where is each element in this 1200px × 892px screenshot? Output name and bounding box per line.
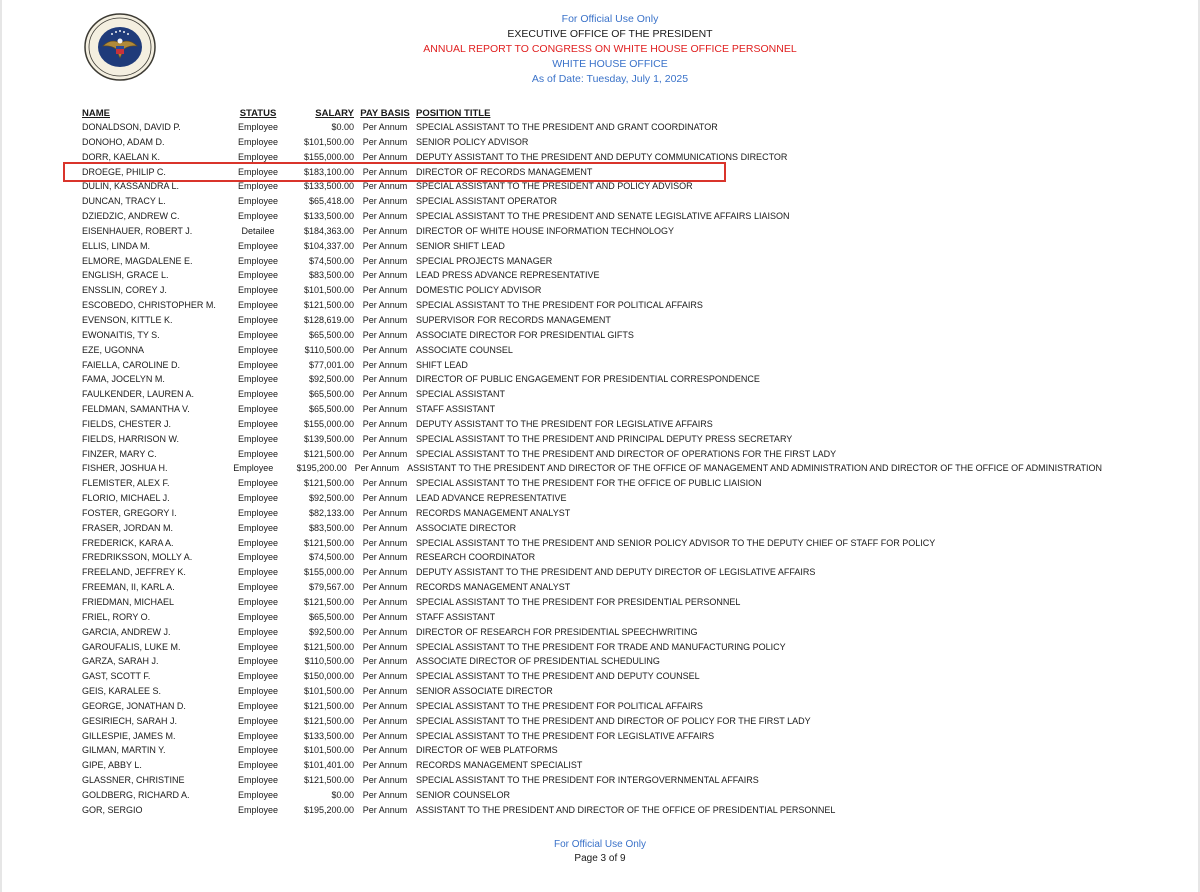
cell-position-title: SPECIAL ASSISTANT TO THE PRESIDENT AND SENIOR POLICY ADVISOR TO THE DEPUTY CHIEF OF STAFF FOR POLICY <box>416 537 936 548</box>
cell-pay-basis: Per Annum <box>362 374 408 385</box>
cell-position-title: SENIOR SHIFT LEAD <box>416 240 505 251</box>
cell-status: Employee <box>237 478 279 489</box>
cell-name: EZE, UGONNA <box>82 344 145 355</box>
cell-status: Employee <box>237 567 279 578</box>
cell-position-title: SPECIAL ASSISTANT TO THE PRESIDENT FOR POLITICAL AFFAIRS <box>416 700 703 711</box>
cell-position-title: SENIOR COUNSELOR <box>416 789 511 800</box>
cell-position-title: DIRECTOR OF PUBLIC ENGAGEMENT FOR PRESIDENTIAL CORRESPONDENCE <box>416 374 760 385</box>
cell-status: Employee <box>237 300 279 311</box>
column-header-name: NAME <box>82 108 110 119</box>
cell-status: Employee <box>237 656 279 667</box>
cell-salary: $121,500.00 <box>303 641 354 652</box>
table-row <box>82 758 1102 773</box>
cell-name: GARCIA, ANDREW J. <box>82 626 171 637</box>
cell-pay-basis: Per Annum <box>362 270 408 281</box>
cell-status: Employee <box>237 537 279 548</box>
cell-salary: $155,000.00 <box>303 418 354 429</box>
cell-status: Employee <box>237 122 279 132</box>
cell-position-title: ASSOCIATE COUNSEL <box>416 344 513 355</box>
cell-salary: $82,133.00 <box>308 507 354 518</box>
cell-name: ENSSLIN, COREY J. <box>82 285 167 296</box>
cell-name: GOR, SERGIO <box>82 804 143 815</box>
cell-status: Employee <box>237 507 279 518</box>
cell-position-title: LEAD ADVANCE REPRESENTATIVE <box>416 493 567 504</box>
cell-position-title: SPECIAL ASSISTANT TO THE PRESIDENT FOR POLITICAL AFFAIRS <box>416 300 703 311</box>
cell-salary: $83,500.00 <box>308 522 354 533</box>
cell-status: Employee <box>237 344 279 355</box>
header-classification: For Official Use Only <box>561 13 659 25</box>
table-row <box>82 254 1102 269</box>
cell-salary: $121,500.00 <box>303 478 354 489</box>
cell-name: GEORGE, JONATHAN D. <box>82 700 186 711</box>
cell-status: Employee <box>237 418 279 429</box>
cell-position-title: RECORDS MANAGEMENT ANALYST <box>416 582 571 593</box>
cell-name: GAST, SCOTT F. <box>82 671 151 682</box>
cell-name: GAROUFALIS, LUKE M. <box>82 641 181 652</box>
cell-position-title: SUPERVISOR FOR RECORDS MANAGEMENT <box>416 314 611 325</box>
cell-position-title: SPECIAL ASSISTANT TO THE PRESIDENT FOR LEGISLATIVE AFFAIRS <box>416 730 715 741</box>
cell-status: Employee <box>237 804 279 815</box>
cell-name: ELMORE, MAGDALENE E. <box>82 255 193 266</box>
page-footer <box>450 838 750 866</box>
cell-name: FRIEDMAN, MICHAEL <box>82 597 175 607</box>
cell-pay-basis: Per Annum <box>362 611 408 622</box>
cell-name: FINZER, MARY C. <box>82 448 157 459</box>
table-row <box>82 803 1102 818</box>
cell-pay-basis: Per Annum <box>362 300 408 311</box>
cell-status: Employee <box>237 789 279 800</box>
table-row <box>82 714 1102 729</box>
cell-name: FAULKENDER, LAUREN A. <box>82 389 195 400</box>
cell-position-title: SPECIAL ASSISTANT TO THE PRESIDENT FOR INTERGOVERNMENTAL AFFAIRS <box>416 775 759 786</box>
cell-salary: $110,500.00 <box>304 656 354 667</box>
cell-pay-basis: Per Annum <box>362 359 408 370</box>
cell-pay-basis: Per Annum <box>362 715 408 726</box>
table-row <box>82 358 1102 373</box>
cell-salary: $133,500.00 <box>303 730 354 741</box>
table-header-row <box>82 107 1102 120</box>
cell-salary: $121,500.00 <box>303 597 354 607</box>
cell-salary: $183,100.00 <box>303 166 354 177</box>
table-row <box>82 521 1102 536</box>
cell-salary: $77,001.00 <box>308 359 354 370</box>
cell-name: GLASSNER, CHRISTINE <box>82 775 185 786</box>
cell-pay-basis: Per Annum <box>362 493 408 504</box>
cell-pay-basis: Per Annum <box>362 597 408 607</box>
cell-status: Employee <box>237 240 279 251</box>
footer-classification: For Official Use Only <box>553 839 647 850</box>
table-row <box>82 640 1102 655</box>
table-row <box>82 194 1102 209</box>
cell-status: Employee <box>237 745 279 756</box>
table-row <box>82 179 1102 194</box>
cell-position-title: DIRECTOR OF WHITE HOUSE INFORMATION TECHNOLOGY <box>416 225 675 236</box>
cell-salary: $121,500.00 <box>303 300 354 311</box>
cell-pay-basis: Per Annum <box>362 626 408 637</box>
cell-salary: $101,500.00 <box>303 745 354 756</box>
cell-name: FIELDS, CHESTER J. <box>82 418 172 429</box>
table-row <box>82 268 1102 283</box>
cell-position-title: RESEARCH COORDINATOR <box>416 552 536 563</box>
cell-name: DZIEDZIC, ANDREW C. <box>82 211 180 222</box>
cell-name: GILLESPIE, JAMES M. <box>82 730 176 741</box>
cell-status: Employee <box>237 671 279 682</box>
cell-status: Employee <box>237 730 279 741</box>
cell-position-title: DEPUTY ASSISTANT TO THE PRESIDENT FOR LEGISLATIVE AFFAIRS <box>416 418 713 429</box>
cell-pay-basis: Per Annum <box>362 314 408 325</box>
cell-pay-basis: Per Annum <box>362 700 408 711</box>
cell-status: Employee <box>237 270 279 281</box>
cell-status: Employee <box>237 626 279 637</box>
cell-salary: $65,500.00 <box>308 404 354 415</box>
column-header-position-title: POSITION TITLE <box>416 108 491 119</box>
cell-name: ENGLISH, GRACE L. <box>82 270 169 281</box>
table-row <box>82 565 1102 580</box>
cell-status: Employee <box>237 611 279 622</box>
cell-position-title: DIRECTOR OF RECORDS MANAGEMENT <box>416 166 593 177</box>
cell-salary: $155,000.00 <box>303 567 354 578</box>
table-row <box>82 417 1102 432</box>
cell-position-title: STAFF ASSISTANT <box>416 404 496 415</box>
personnel-table <box>82 107 1102 818</box>
header-agency: EXECUTIVE OFFICE OF THE PRESIDENT <box>507 28 713 40</box>
cell-name: GESIRIECH, SARAH J. <box>82 715 178 726</box>
cell-name: GEIS, KARALEE S. <box>82 686 162 697</box>
table-row <box>82 239 1102 254</box>
table-row <box>82 372 1102 387</box>
cell-name: FAIELLA, CAROLINE D. <box>82 359 181 370</box>
header-report-title: ANNUAL REPORT TO CONGRESS ON WHITE HOUSE OFFICE PERSONNEL <box>423 43 797 55</box>
cell-pay-basis: Per Annum <box>362 418 408 429</box>
cell-pay-basis: Per Annum <box>362 389 408 400</box>
cell-position-title: SPECIAL ASSISTANT TO THE PRESIDENT FOR PRESIDENTIAL PERSONNEL <box>416 597 741 607</box>
column-header-status: STATUS <box>239 108 277 119</box>
table-row <box>82 476 1102 491</box>
cell-name: DROEGE, PHILIP C. <box>82 166 166 177</box>
cell-pay-basis: Per Annum <box>362 166 408 177</box>
cell-name: FREELAND, JEFFREY K. <box>82 567 186 578</box>
cell-name: FREEMAN, II, KARL A. <box>82 582 175 593</box>
cell-pay-basis: Per Annum <box>362 745 408 756</box>
table-row <box>82 224 1102 239</box>
table-row <box>82 625 1102 640</box>
cell-status: Employee <box>237 285 279 296</box>
cell-salary: $101,500.00 <box>303 136 354 147</box>
cell-name: DONOHO, ADAM D. <box>82 136 165 147</box>
cell-status: Employee <box>237 597 279 607</box>
cell-name: FREDERICK, KARA A. <box>82 537 174 548</box>
cell-name: FOSTER, GREGORY I. <box>82 507 177 518</box>
cell-position-title: SPECIAL ASSISTANT OPERATOR <box>416 196 558 207</box>
cell-name: FLORIO, MICHAEL J. <box>82 493 170 504</box>
cell-position-title: SHIFT LEAD <box>416 359 468 370</box>
cell-status: Employee <box>237 404 279 415</box>
cell-salary: $101,500.00 <box>303 686 354 697</box>
cell-name: GOLDBERG, RICHARD A. <box>82 789 190 800</box>
cell-status: Employee <box>237 359 279 370</box>
cell-name: EVENSON, KITTLE K. <box>82 314 173 325</box>
cell-name: FELDMAN, SAMANTHA V. <box>82 404 190 415</box>
cell-pay-basis: Per Annum <box>362 567 408 578</box>
header-as-of-date: As of Date: Tuesday, July 1, 2025 <box>531 73 689 85</box>
cell-salary: $110,500.00 <box>304 344 354 355</box>
table-row <box>82 328 1102 343</box>
cell-position-title: DIRECTOR OF WEB PLATFORMS <box>416 745 558 756</box>
table-row <box>82 461 1102 476</box>
cell-status: Employee <box>237 522 279 533</box>
cell-pay-basis: Per Annum <box>362 225 408 236</box>
cell-name: FRIEL, RORY O. <box>82 611 151 622</box>
cell-salary: $65,500.00 <box>308 611 354 622</box>
cell-position-title: ASSOCIATE DIRECTOR FOR PRESIDENTIAL GIFTS <box>416 329 634 340</box>
cell-salary: $0.00 <box>331 122 354 132</box>
cell-name: FIELDS, HARRISON W. <box>82 433 180 444</box>
cell-position-title: SPECIAL ASSISTANT TO THE PRESIDENT AND DIRECTOR OF OPERATIONS FOR THE FIRST LADY <box>416 448 837 459</box>
cell-name: ELLIS, LINDA M. <box>82 240 151 251</box>
cell-name: EWONAITIS, TY S. <box>82 329 160 340</box>
cell-status: Employee <box>237 582 279 593</box>
table-row <box>82 313 1102 328</box>
cell-position-title: SPECIAL ASSISTANT TO THE PRESIDENT AND GRANT COORDINATOR <box>416 122 718 132</box>
cell-status: Employee <box>237 686 279 697</box>
table-row <box>82 283 1102 298</box>
cell-position-title: DEPUTY ASSISTANT TO THE PRESIDENT AND DEPUTY COMMUNICATIONS DIRECTOR <box>416 151 788 162</box>
table-row <box>82 447 1102 462</box>
cell-status: Employee <box>233 463 274 474</box>
presidential-seal-icon <box>83 12 157 82</box>
cell-salary: $74,500.00 <box>308 255 354 266</box>
cell-position-title: DOMESTIC POLICY ADVISOR <box>416 285 542 296</box>
cell-pay-basis: Per Annum <box>362 344 408 355</box>
table-row <box>82 595 1102 610</box>
cell-position-title: SPECIAL PROJECTS MANAGER <box>416 255 553 266</box>
cell-salary: $121,500.00 <box>303 775 354 786</box>
cell-salary: $65,418.00 <box>308 196 354 207</box>
cell-position-title: ASSISTANT TO THE PRESIDENT AND DIRECTOR OF THE OFFICE OF MANAGEMENT AND ADMINISTRATION AND DIRECTOR OF THE OFFICE OF ADMINISTRATION <box>407 463 1102 474</box>
column-header-salary: SALARY <box>315 108 354 119</box>
cell-pay-basis: Per Annum <box>362 804 408 815</box>
table-row <box>82 120 1102 135</box>
table-row <box>82 610 1102 625</box>
cell-status: Employee <box>237 552 279 563</box>
cell-pay-basis: Per Annum <box>362 329 408 340</box>
cell-salary: $101,401.00 <box>303 760 354 771</box>
table-row <box>82 550 1102 565</box>
cell-salary: $104,337.00 <box>303 240 354 251</box>
table-row <box>82 506 1102 521</box>
cell-name: FAMA, JOCELYN M. <box>82 374 165 385</box>
table-row <box>82 135 1102 150</box>
cell-pay-basis: Per Annum <box>362 522 408 533</box>
cell-pay-basis: Per Annum <box>362 507 408 518</box>
cell-salary: $133,500.00 <box>303 181 354 192</box>
cell-salary: $195,200.00 <box>303 804 354 815</box>
cell-status: Employee <box>237 448 279 459</box>
cell-salary: $74,500.00 <box>308 552 354 563</box>
cell-pay-basis: Per Annum <box>362 730 408 741</box>
cell-name: DONALDSON, DAVID P. <box>82 122 181 132</box>
cell-status: Employee <box>237 775 279 786</box>
cell-salary: $83,500.00 <box>308 270 354 281</box>
cell-salary: $92,500.00 <box>308 493 354 504</box>
table-row <box>82 729 1102 744</box>
cell-pay-basis: Per Annum <box>362 537 408 548</box>
table-row <box>82 209 1102 224</box>
cell-pay-basis: Per Annum <box>362 211 408 222</box>
cell-position-title: SPECIAL ASSISTANT TO THE PRESIDENT AND SENATE LEGISLATIVE AFFAIRS LIAISON <box>416 211 790 222</box>
cell-name: ESCOBEDO, CHRISTOPHER M. <box>82 300 216 311</box>
cell-pay-basis: Per Annum <box>362 656 408 667</box>
table-row <box>82 669 1102 684</box>
cell-salary: $79,567.00 <box>308 582 354 593</box>
cell-status: Employee <box>237 329 279 340</box>
cell-salary: $128,619.00 <box>303 314 354 325</box>
cell-salary: $150,000.00 <box>303 671 354 682</box>
cell-pay-basis: Per Annum <box>362 641 408 652</box>
cell-status: Employee <box>237 389 279 400</box>
cell-salary: $155,000.00 <box>303 151 354 162</box>
cell-status: Employee <box>237 314 279 325</box>
cell-salary: $139,500.00 <box>303 433 354 444</box>
cell-name: GILMAN, MARTIN Y. <box>82 745 166 756</box>
cell-pay-basis: Per Annum <box>362 552 408 563</box>
cell-name: DORR, KAELAN K. <box>82 151 161 162</box>
cell-position-title: SPECIAL ASSISTANT <box>416 389 506 400</box>
table-row <box>82 788 1102 803</box>
cell-name: GARZA, SARAH J. <box>82 656 159 667</box>
table-row <box>82 684 1102 699</box>
table-row <box>82 298 1102 313</box>
column-header-pay-basis: PAY BASIS <box>360 108 410 119</box>
table-row <box>82 699 1102 714</box>
cell-pay-basis: Per Annum <box>362 404 408 415</box>
table-row <box>82 150 1102 165</box>
cell-status: Employee <box>237 374 279 385</box>
cell-pay-basis: Per Annum <box>362 136 408 147</box>
cell-pay-basis: Per Annum <box>362 151 408 162</box>
table-row <box>82 536 1102 551</box>
cell-salary: $121,500.00 <box>303 700 354 711</box>
cell-salary: $65,500.00 <box>308 389 354 400</box>
cell-pay-basis: Per Annum <box>362 478 408 489</box>
cell-salary: $92,500.00 <box>308 626 354 637</box>
cell-status: Employee <box>237 196 279 207</box>
cell-pay-basis: Per Annum <box>362 181 408 192</box>
cell-position-title: SPECIAL ASSISTANT TO THE PRESIDENT AND DEPUTY COUNSEL <box>416 671 700 682</box>
cell-position-title: DIRECTOR OF RESEARCH FOR PRESIDENTIAL SPEECHWRITING <box>416 626 698 637</box>
table-row <box>82 654 1102 669</box>
cell-name: FREDRIKSSON, MOLLY A. <box>82 552 193 563</box>
cell-salary: $101,500.00 <box>303 285 354 296</box>
table-row <box>82 432 1102 447</box>
cell-position-title: SPECIAL ASSISTANT TO THE PRESIDENT AND PRINCIPAL DEPUTY PRESS SECRETARY <box>416 433 793 444</box>
table-row <box>82 491 1102 506</box>
table-row <box>82 743 1102 758</box>
page-number: Page 3 of 9 <box>574 853 626 864</box>
table-row <box>82 165 1102 180</box>
cell-status: Employee <box>237 433 279 444</box>
cell-pay-basis: Per Annum <box>362 775 408 786</box>
table-row <box>82 402 1102 417</box>
cell-position-title: RECORDS MANAGEMENT ANALYST <box>416 507 571 518</box>
cell-position-title: LEAD PRESS ADVANCE REPRESENTATIVE <box>416 270 600 281</box>
cell-position-title: SENIOR POLICY ADVISOR <box>416 136 529 147</box>
table-row <box>82 773 1102 788</box>
cell-pay-basis: Per Annum <box>362 582 408 593</box>
cell-name: FRASER, JORDAN M. <box>82 522 174 533</box>
cell-status: Detailee <box>241 225 275 236</box>
cell-pay-basis: Per Annum <box>362 671 408 682</box>
cell-status: Employee <box>237 211 279 222</box>
cell-position-title: SPECIAL ASSISTANT TO THE PRESIDENT AND DIRECTOR OF POLICY FOR THE FIRST LADY <box>416 715 811 726</box>
cell-status: Employee <box>237 715 279 726</box>
cell-status: Employee <box>237 181 279 192</box>
cell-status: Employee <box>237 166 279 177</box>
table-row <box>82 343 1102 358</box>
cell-pay-basis: Per Annum <box>362 789 408 800</box>
cell-name: FLEMISTER, ALEX F. <box>82 478 170 489</box>
cell-position-title: SENIOR ASSOCIATE DIRECTOR <box>416 686 553 697</box>
cell-pay-basis: Per Annum <box>362 240 408 251</box>
cell-pay-basis: Per Annum <box>362 686 408 697</box>
cell-position-title: STAFF ASSISTANT <box>416 611 496 622</box>
cell-pay-basis: Per Annum <box>362 285 408 296</box>
cell-position-title: SPECIAL ASSISTANT TO THE PRESIDENT AND POLICY ADVISOR <box>416 181 693 192</box>
table-row <box>82 387 1102 402</box>
cell-salary: $92,500.00 <box>308 374 354 385</box>
cell-status: Employee <box>237 493 279 504</box>
cell-pay-basis: Per Annum <box>354 463 400 474</box>
cell-status: Employee <box>237 760 279 771</box>
cell-status: Employee <box>237 136 279 147</box>
cell-status: Employee <box>237 255 279 266</box>
cell-salary: $121,500.00 <box>303 448 354 459</box>
cell-name: DUNCAN, TRACY L. <box>82 196 166 207</box>
cell-position-title: ASSISTANT TO THE PRESIDENT AND DIRECTOR OF THE OFFICE OF PRESIDENTIAL PERSONNEL <box>416 804 836 815</box>
cell-name: FISHER, JOSHUA H. <box>82 463 168 474</box>
cell-pay-basis: Per Annum <box>362 122 408 132</box>
header-office: WHITE HOUSE OFFICE <box>552 58 668 70</box>
table-row <box>82 580 1102 595</box>
cell-salary: $0.00 <box>331 789 354 800</box>
cell-salary: $65,500.00 <box>308 329 354 340</box>
cell-salary: $121,500.00 <box>303 537 354 548</box>
cell-position-title: DEPUTY ASSISTANT TO THE PRESIDENT AND DEPUTY DIRECTOR OF LEGISLATIVE AFFAIRS <box>416 567 816 578</box>
cell-pay-basis: Per Annum <box>362 196 408 207</box>
cell-salary: $195,200.00 <box>296 463 347 474</box>
cell-position-title: RECORDS MANAGEMENT SPECIALIST <box>416 760 583 771</box>
cell-status: Employee <box>237 700 279 711</box>
cell-status: Employee <box>237 151 279 162</box>
report-header <box>400 12 820 87</box>
cell-name: GIPE, ABBY L. <box>82 760 142 771</box>
cell-pay-basis: Per Annum <box>362 760 408 771</box>
cell-position-title: SPECIAL ASSISTANT TO THE PRESIDENT FOR TRADE AND MANUFACTURING POLICY <box>416 641 786 652</box>
cell-pay-basis: Per Annum <box>362 448 408 459</box>
cell-position-title: ASSOCIATE DIRECTOR <box>416 522 517 533</box>
cell-salary: $121,500.00 <box>303 715 354 726</box>
cell-name: DULIN, KASSANDRA L. <box>82 181 180 192</box>
cell-name: EISENHAUER, ROBERT J. <box>82 225 193 236</box>
cell-salary: $184,363.00 <box>303 225 354 236</box>
cell-pay-basis: Per Annum <box>362 255 408 266</box>
cell-pay-basis: Per Annum <box>362 433 408 444</box>
cell-position-title: SPECIAL ASSISTANT TO THE PRESIDENT FOR THE OFFICE OF PUBLIC LIAISION <box>416 478 762 489</box>
cell-status: Employee <box>237 641 279 652</box>
cell-position-title: ASSOCIATE DIRECTOR OF PRESIDENTIAL SCHEDULING <box>416 656 660 667</box>
cell-salary: $133,500.00 <box>303 211 354 222</box>
